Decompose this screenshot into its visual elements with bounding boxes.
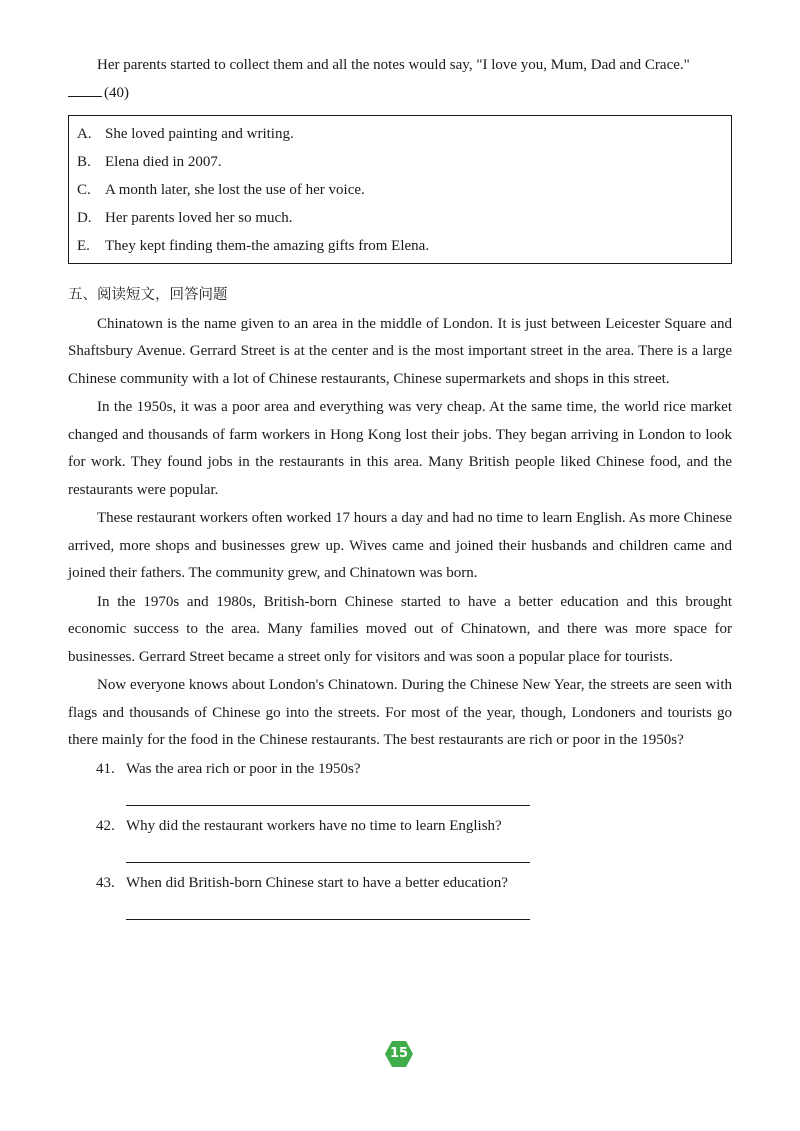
section-title: 五、阅读短文，回答问题	[68, 287, 228, 303]
question-text: Was the area rich or poor in the 1950s?	[126, 760, 361, 777]
question-list	[68, 755, 732, 920]
option-text: They kept finding them-the amazing gifts from Elena.	[105, 238, 430, 254]
option-text: She loved painting and writing.	[105, 126, 294, 142]
blank-number: (40)	[104, 84, 129, 101]
passage-paragraph: Now everyone knows about London's Chinatown. During the Chinese New Year, the streets are seen with flags and thousands of Chinese go into the streets. For most of the year, though, Londoners and tourists go there mainly for the food in the Chinese restaurants. The best restaurants are rich or poor in the 1950s?	[68, 677, 732, 748]
answer-line-43[interactable]	[126, 897, 530, 920]
option-text: A month later, she lost the use of her voice.	[105, 182, 365, 198]
passage-paragraph: In the 1950s, it was a poor area and everything was very cheap. At the same time, the world rice market changed and thousands of farm workers in Hong Kong lost their jobs. They began arriving in London to look for work. They found jobs in the restaurants in this area. Many British people liked Chinese food, and the restaurants were popular.	[68, 399, 732, 498]
option-letter: E.	[77, 238, 90, 254]
option-b	[77, 148, 731, 176]
option-c	[77, 176, 731, 204]
question-43	[96, 869, 732, 897]
question-text: When did British-born Chinese start to have a better education?	[126, 874, 508, 891]
option-text: Her parents loved her so much.	[105, 210, 293, 226]
blank-40-line	[68, 80, 732, 108]
question-number: 43.	[96, 874, 115, 891]
option-letter: A.	[77, 126, 92, 142]
option-letter: D.	[77, 210, 92, 226]
question-text: Why did the restaurant workers have no time to learn English?	[126, 817, 502, 834]
question-number: 41.	[96, 760, 115, 777]
question-42	[96, 812, 732, 840]
page-number: 15	[389, 1046, 409, 1061]
answer-line-42[interactable]	[126, 840, 530, 863]
answer-blank[interactable]	[68, 81, 102, 97]
page-number-badge	[384, 1040, 414, 1068]
question-41	[96, 755, 732, 783]
worksheet-page	[68, 52, 732, 926]
option-letter: B.	[77, 154, 91, 170]
passage-paragraph: In the 1970s and 1980s, British-born Chinese started to have a better education and this brought economic success to the area. Many families moved out of Chinatown, and there was more space for businesses. Gerrard Street became a street only for visitors and was soon a popular place for tourists.	[68, 593, 732, 665]
question-number: 42.	[96, 817, 115, 834]
passage-paragraph: Chinatown is the name given to an area in the middle of London. It is just between Leicester Square and Shaftsbury Avenue. Gerrard Street is at the center and is the most important street in the area. There is a large Chinese community with a lot of Chinese restaurants, Chinese supermarkets and shops in this street.	[68, 315, 732, 387]
option-d	[77, 204, 731, 232]
passage-paragraph: These restaurant workers often worked 17 hours a day and had no time to learn English. As more Chinese arrived, more shops and businesses grew up. Wives came and joined their husbands and children came and joined their fathers. The community grew, and Chinatown was born.	[68, 510, 732, 581]
option-text: Elena died in 2007.	[105, 154, 222, 170]
option-a	[77, 120, 731, 148]
options-box	[68, 115, 732, 264]
answer-line-41[interactable]	[126, 783, 530, 806]
option-e	[77, 232, 731, 260]
option-letter: C.	[77, 182, 91, 198]
intro-line: Her parents started to collect them and all the notes would say, "I love you, Mum, Dad and Crace."	[97, 57, 690, 73]
